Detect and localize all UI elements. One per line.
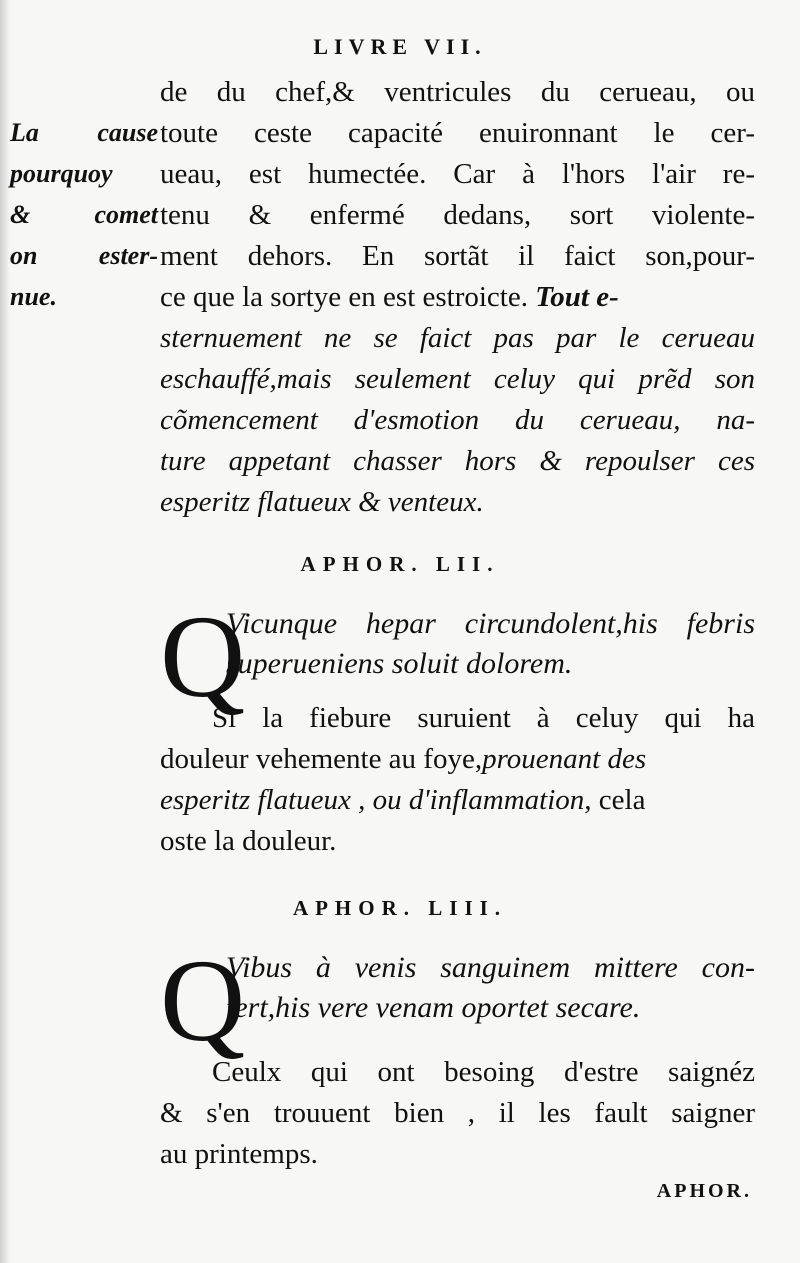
text-line: Ceulx qui ont besoing d'estre saignéz bbox=[212, 1056, 755, 1088]
aphorism-heading: APHOR. LIII. bbox=[292, 896, 508, 920]
italic-line: eschauffé,mais seulement celuy qui prẽd son bbox=[160, 363, 755, 395]
latin-text bbox=[226, 948, 755, 1028]
marginal-note-line: nue. bbox=[10, 282, 57, 311]
italic-line: sternuement ne se faict pas par le cerueau bbox=[160, 322, 755, 354]
aphorism-translation bbox=[160, 698, 755, 862]
main-text-block bbox=[160, 72, 755, 523]
aphorism-heading: APHOR. LII. bbox=[300, 552, 500, 576]
text-line: Si la fiebure suruient à celuy qui ha bbox=[212, 702, 755, 734]
catchword: APHOR. bbox=[656, 1180, 752, 1202]
text-segment: douleur vehemente au foye, bbox=[160, 743, 483, 775]
text-line: tenu & enfermé dedans, sort violente- bbox=[160, 199, 755, 231]
aphorism-translation bbox=[160, 1052, 755, 1175]
latin-line: superueniens soluit dolorem. bbox=[226, 647, 573, 680]
drop-cap: Q bbox=[160, 591, 246, 722]
text-line: toute ceste capacité enuironnant le cer- bbox=[160, 117, 755, 149]
italic-line: ture appetant chasser hors & repoulser ces bbox=[160, 445, 755, 477]
text-line: de du chef,& ventricules du cerueau, ou bbox=[160, 76, 755, 108]
latin-text bbox=[226, 604, 755, 684]
italic-text: Tout e- bbox=[535, 281, 619, 313]
marginal-note-line: on ester- bbox=[10, 241, 158, 270]
latin-line: Vibus à venis sanguinem mittere con- bbox=[226, 951, 755, 984]
latin-line: Vicunque hepar circundolent,his febris bbox=[226, 607, 755, 640]
text-line: ueau, est humectée. Car à l'hors l'air re- bbox=[160, 158, 755, 190]
text-line: & s'en trouuent bien , il les fault saigner bbox=[160, 1097, 755, 1129]
latin-line: fert,his vere venam oportet secare. bbox=[226, 991, 641, 1024]
italic-text: prouenant des bbox=[482, 743, 647, 775]
drop-cap: Q bbox=[160, 935, 246, 1066]
text-line-mixed bbox=[160, 780, 755, 821]
italic-line: esperitz flatueux & venteux. bbox=[160, 486, 484, 518]
italic-text: esperitz flatueux , ou d'inflammation, bbox=[160, 784, 592, 816]
text-line: au printemps. bbox=[160, 1138, 318, 1170]
text-line-mixed bbox=[160, 277, 755, 318]
text-line: ment dehors. En sortãt il faict son,pour- bbox=[160, 240, 755, 272]
marginal-note bbox=[10, 112, 158, 317]
running-header: LIVRE VII. bbox=[313, 34, 487, 59]
marginal-note-line: La cause bbox=[10, 118, 158, 147]
text-line-mixed bbox=[160, 739, 755, 780]
text-line: oste la douleur. bbox=[160, 825, 337, 857]
text-segment: cela bbox=[591, 784, 646, 816]
page-gutter-shadow bbox=[0, 0, 10, 1263]
marginal-note-line: & comet bbox=[10, 200, 158, 229]
text-line: ce que la sortye en est estroicte. bbox=[160, 281, 528, 313]
aphorism-latin bbox=[160, 935, 755, 1066]
marginal-note-line: pourquoy bbox=[10, 159, 113, 188]
italic-line: cõmencement d'esmotion du cerueau, na- bbox=[160, 404, 755, 436]
